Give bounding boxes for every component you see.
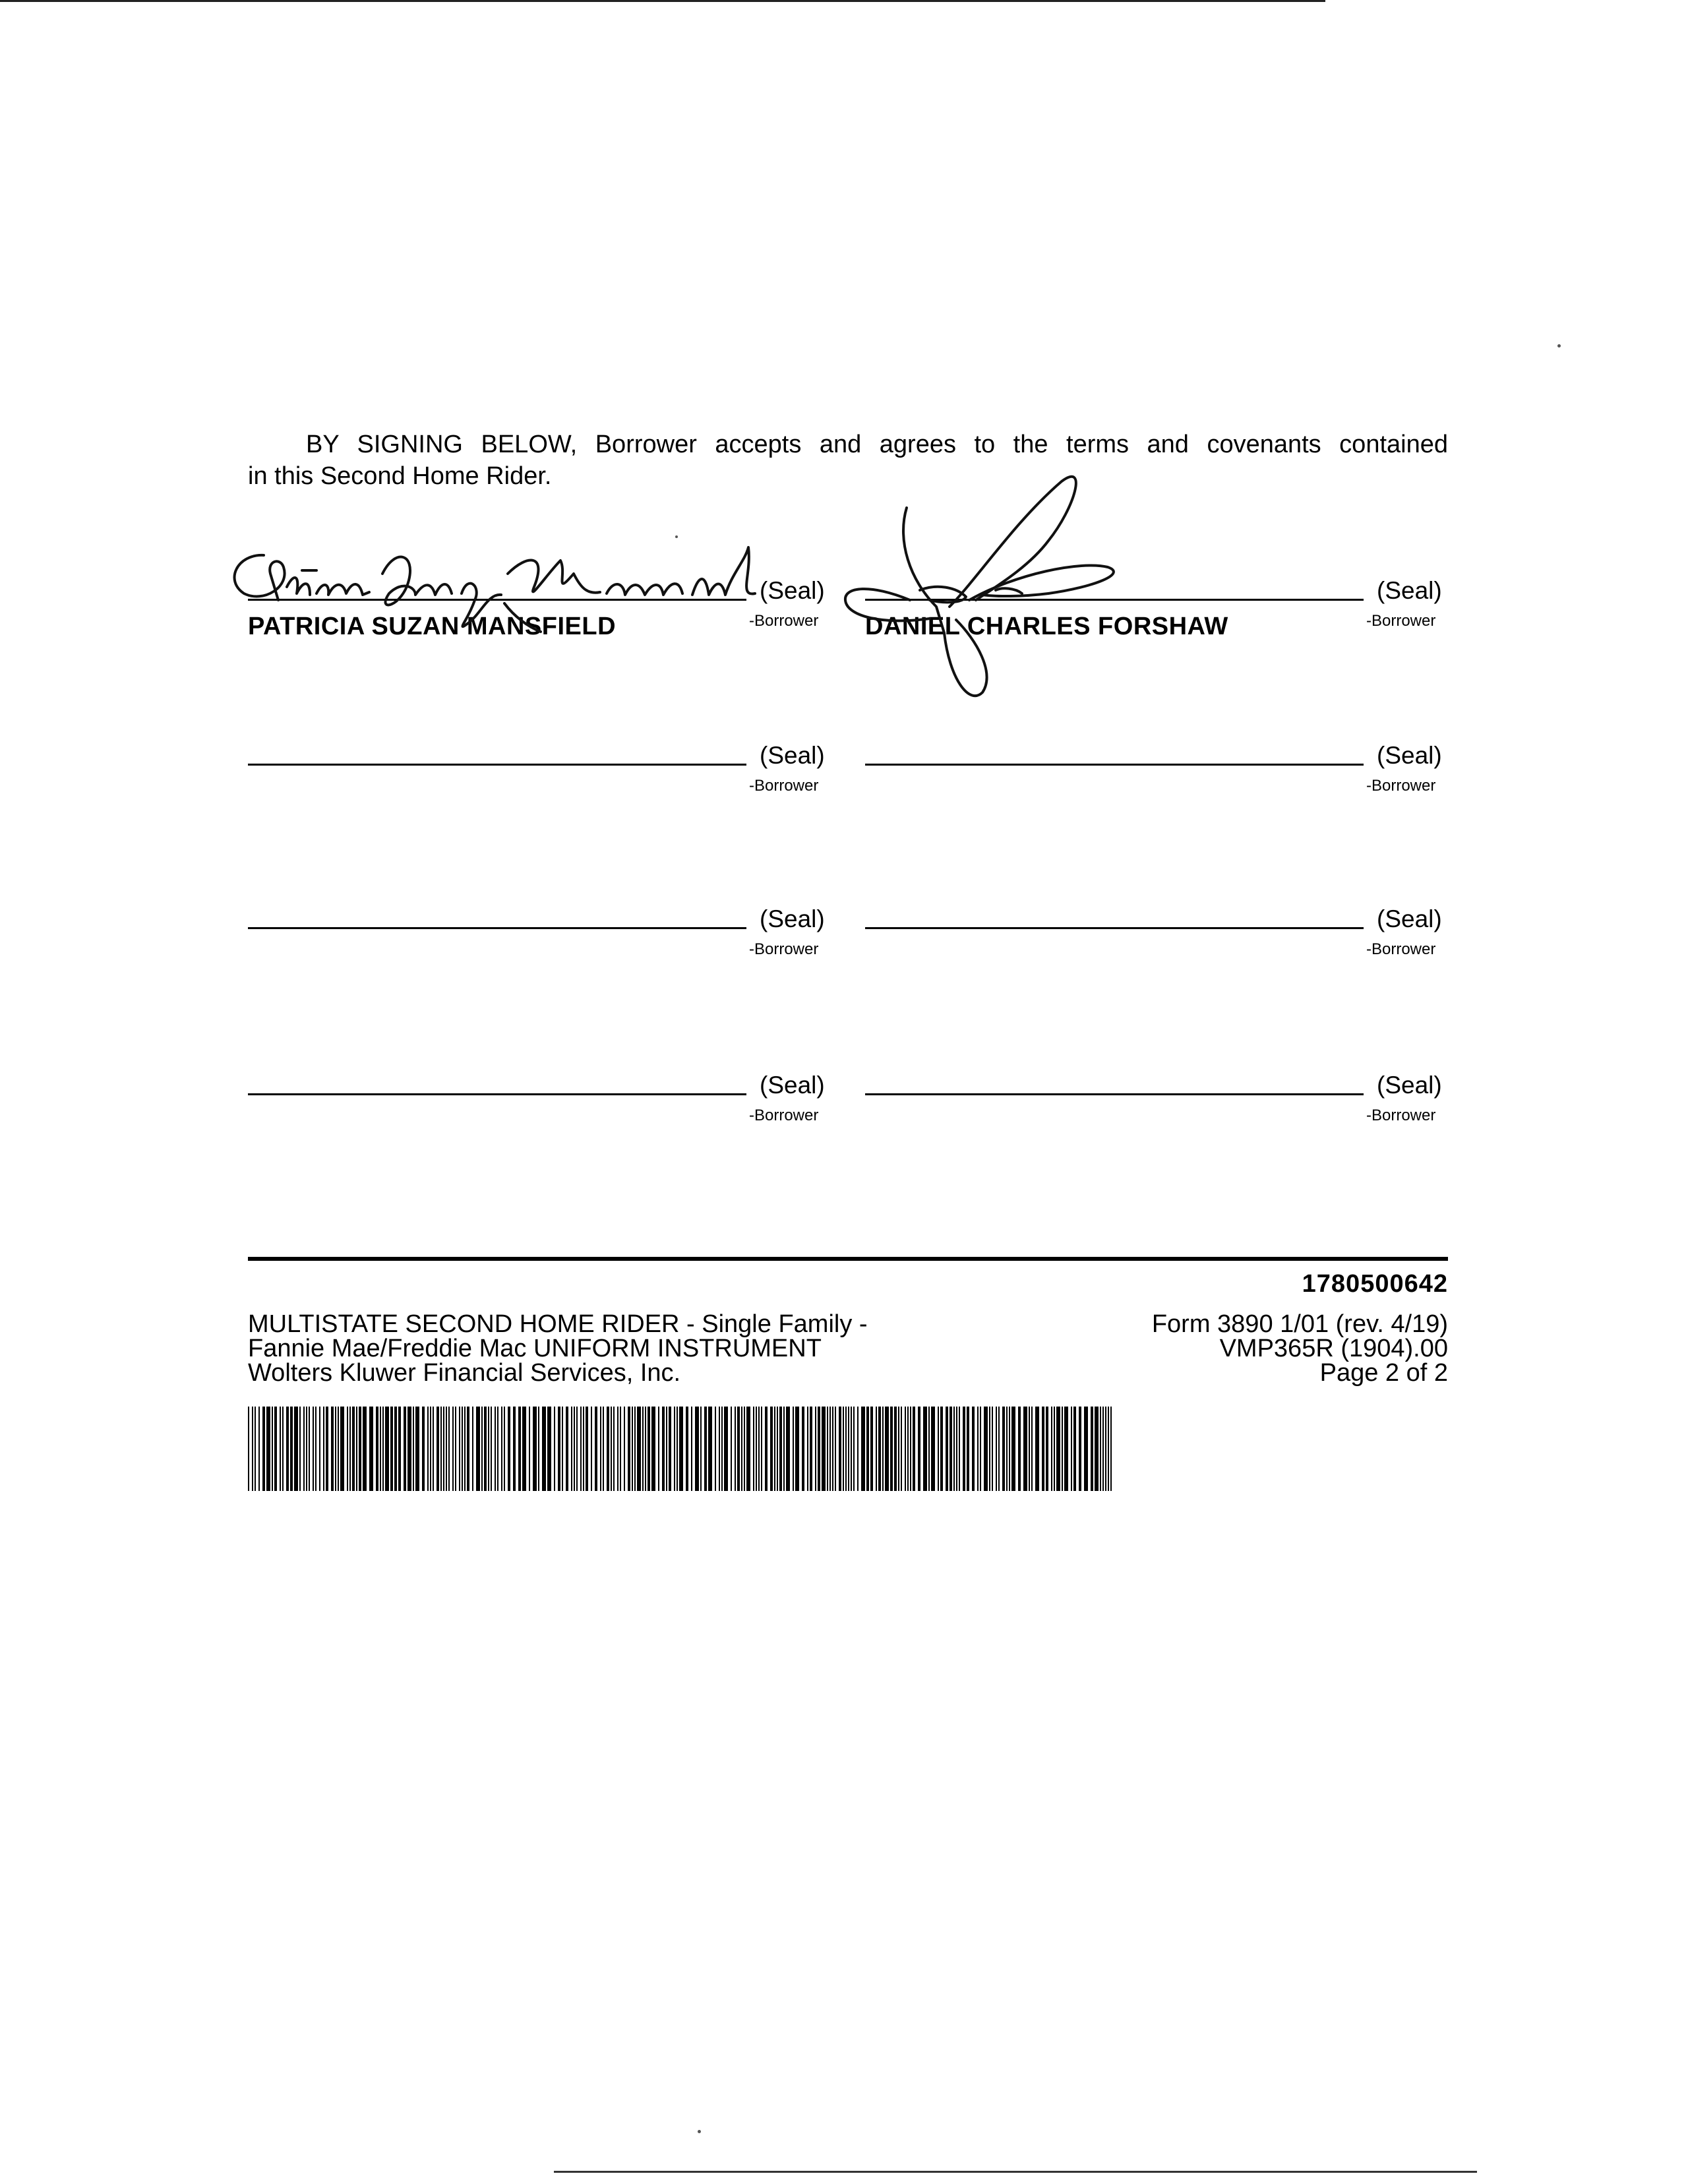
barcode-bar (756, 1407, 757, 1491)
signing-statement-line1: BY SIGNING BELOW, Borrower accepts and agrees to the terms and covenants contained (306, 431, 1448, 458)
barcode-bar (580, 1407, 582, 1491)
barcode-bar (363, 1407, 367, 1491)
barcode-bar (382, 1407, 384, 1491)
barcode-bar (538, 1407, 539, 1491)
barcode-bar (827, 1407, 828, 1491)
barcode-bar (885, 1407, 889, 1491)
barcode-bar (876, 1407, 877, 1491)
seal-label: (Seal) (760, 742, 825, 769)
barcode-bar (422, 1407, 425, 1491)
barcode-bar (248, 1407, 249, 1491)
borrower-label: -Borrower (749, 1107, 819, 1124)
barcode-bar (335, 1407, 336, 1491)
barcode-bar (398, 1407, 401, 1491)
barcode-bar (1073, 1407, 1076, 1491)
barcode-bar (940, 1407, 943, 1491)
barcode-bar (984, 1407, 988, 1491)
barcode-bar (1002, 1407, 1005, 1491)
seal-label: (Seal) (1377, 577, 1442, 604)
barcode-bar (258, 1407, 260, 1491)
barcode-bar (977, 1407, 979, 1491)
form-id-block (1152, 1312, 1448, 1385)
barcode-bar (562, 1407, 563, 1491)
barcode-bar (910, 1407, 911, 1491)
barcode-bar (928, 1407, 930, 1491)
barcode-bar (547, 1407, 551, 1491)
barcode-bar (340, 1407, 344, 1491)
barcode-bar (430, 1407, 431, 1491)
barcode-bar (746, 1407, 750, 1491)
barcode-bar (576, 1407, 578, 1491)
barcode-bar (637, 1407, 641, 1491)
barcode-bar (648, 1407, 650, 1491)
barcode-bar (882, 1407, 884, 1491)
barcode-bar (992, 1407, 993, 1491)
barcode-bar (600, 1407, 601, 1491)
barcode-bar (472, 1407, 473, 1491)
signature-line[interactable] (248, 927, 746, 929)
barcode-bar (352, 1407, 355, 1491)
barcode-bar (385, 1407, 389, 1491)
barcode-bar (591, 1407, 592, 1491)
barcode-bar (413, 1407, 414, 1491)
barcode-bar (356, 1407, 357, 1491)
barcode-bar (437, 1407, 439, 1491)
seal-label: (Seal) (760, 905, 825, 932)
barcode-bar (1108, 1407, 1109, 1491)
barcode-bar (603, 1407, 604, 1491)
barcode-bar (1018, 1407, 1021, 1491)
barcode-bar (448, 1407, 450, 1491)
barcode-bar (613, 1407, 615, 1491)
barcode-bar (923, 1407, 927, 1491)
signing-statement-line2: in this Second Home Rider. (248, 462, 552, 490)
barcode-bar (390, 1407, 393, 1491)
barcode-bar (938, 1407, 939, 1491)
barcode-bar (495, 1407, 496, 1491)
barcode-bar (464, 1407, 466, 1491)
barcode-bar (349, 1407, 351, 1491)
barcode-bar (894, 1407, 897, 1491)
barcode-bar (737, 1407, 740, 1491)
barcode-bar (620, 1407, 621, 1491)
barcode-bar (459, 1407, 460, 1491)
barcode-bar (835, 1407, 836, 1491)
barcode-bar (522, 1407, 526, 1491)
barcode-bar (679, 1407, 683, 1491)
barcode-bar (481, 1407, 483, 1491)
barcode-bar (303, 1407, 305, 1491)
barcode-bar (542, 1407, 546, 1491)
barcode-bar (1062, 1407, 1063, 1491)
barcode-bar (913, 1407, 915, 1491)
signature-line[interactable] (248, 1093, 746, 1095)
barcode-bar (443, 1407, 444, 1491)
vmp-code: VMP365R (1904).00 (1219, 1335, 1448, 1362)
barcode-bar (731, 1407, 732, 1491)
barcode-bar (446, 1407, 447, 1491)
signature-line[interactable] (248, 764, 746, 766)
barcode-bar (843, 1407, 844, 1491)
scan-speck (698, 2130, 701, 2133)
barcode-bar (323, 1407, 324, 1491)
barcode-bar (744, 1407, 745, 1491)
barcode-bar (501, 1407, 502, 1491)
form-number: Form 3890 1/01 (rev. 4/19) (1151, 1310, 1448, 1338)
barcode-bar (662, 1407, 665, 1491)
barcode-bar (484, 1407, 487, 1491)
borrower-label: -Borrower (1366, 777, 1436, 795)
barcode-bar (632, 1407, 633, 1491)
barcode-bar (704, 1407, 707, 1491)
scan-speck (1557, 344, 1561, 348)
barcode-bar (890, 1407, 893, 1491)
barcode-bar (851, 1407, 852, 1491)
barcode-bar (845, 1407, 847, 1491)
barcode-bar (815, 1407, 816, 1491)
barcode-bar (998, 1407, 1000, 1491)
barcode-bar (779, 1407, 782, 1491)
barcode-bar (989, 1407, 990, 1491)
barcode-bar (554, 1407, 555, 1491)
barcode-bar (724, 1407, 728, 1491)
barcode-bar (1035, 1407, 1039, 1491)
barcode-bar (770, 1407, 773, 1491)
barcode-bar (1064, 1407, 1068, 1491)
barcode-bar (674, 1407, 675, 1491)
barcode-bar (783, 1407, 785, 1491)
barcode-bar (467, 1407, 469, 1491)
form-title-block (248, 1312, 868, 1385)
barcode-bar (558, 1407, 560, 1491)
barcode-bar (666, 1407, 667, 1491)
barcode-bar (741, 1407, 742, 1491)
barcode-bar (407, 1407, 411, 1491)
barcode-bar (1071, 1407, 1072, 1491)
seal-label: (Seal) (760, 1072, 825, 1099)
barcode-bar (1100, 1407, 1101, 1491)
barcode-bar (829, 1407, 831, 1491)
barcode-bar (513, 1407, 516, 1491)
loan-number: 1780500642 (1302, 1270, 1448, 1298)
borrower-label: -Borrower (749, 777, 819, 795)
barcode-bar (777, 1407, 778, 1491)
barcode-bar (1042, 1407, 1044, 1491)
barcode-bar (861, 1407, 865, 1491)
barcode-bar (956, 1407, 957, 1491)
barcode-bar (1011, 1407, 1015, 1491)
barcode-bar (719, 1407, 720, 1491)
borrower-label: -Borrower (749, 612, 819, 630)
barcode-bar (583, 1407, 584, 1491)
barcode-bar (294, 1407, 298, 1491)
borrower-name-2: DANIEL CHARLES FORSHAW (865, 613, 1228, 640)
barcode-bar (1051, 1407, 1052, 1491)
barcode-bar (761, 1407, 762, 1491)
signature-line[interactable] (865, 1093, 1364, 1095)
barcode-bar (853, 1407, 855, 1491)
barcode-bar (946, 1407, 948, 1491)
handwritten-signature-2 (831, 455, 1147, 706)
seal-label: (Seal) (760, 577, 825, 604)
top-edge-rule (0, 0, 1325, 2)
barcode-bar (634, 1407, 636, 1491)
barcode-bar (415, 1407, 419, 1491)
barcode-bar (695, 1407, 699, 1491)
barcode-bar (326, 1407, 328, 1491)
barcode-bar (1009, 1407, 1010, 1491)
barcode-bar (691, 1407, 692, 1491)
barcode-bar (376, 1407, 378, 1491)
barcode-bar (857, 1407, 859, 1491)
barcode-bar (1110, 1407, 1112, 1491)
form-title-line2: Fannie Mae/Freddie Mac UNIFORM INSTRUMENT (248, 1335, 822, 1362)
barcode-bar (359, 1407, 361, 1491)
seal-label: (Seal) (1377, 1072, 1442, 1099)
barcode-bar (686, 1407, 688, 1491)
barcode-bar (905, 1407, 906, 1491)
barcode-bar (455, 1407, 456, 1491)
barcode-bar (953, 1407, 955, 1491)
barcode-bar (774, 1407, 775, 1491)
borrower-label: -Borrower (749, 940, 819, 958)
barcode-bar (574, 1407, 575, 1491)
barcode-bar (1054, 1407, 1055, 1491)
barcode-bar (252, 1407, 253, 1491)
barcode-bar (394, 1407, 397, 1491)
barcode-bar (347, 1407, 348, 1491)
barcode-bar (959, 1407, 960, 1491)
barcode-bar (452, 1407, 454, 1491)
barcode-bar (533, 1407, 537, 1491)
barcode-bar (810, 1407, 812, 1491)
barcode-bar (299, 1407, 301, 1491)
barcode-bar (1105, 1407, 1106, 1491)
barcode-bar (708, 1407, 712, 1491)
barcode-bar (1029, 1407, 1030, 1491)
scan-speck (675, 535, 678, 538)
barcode-bar (488, 1407, 489, 1491)
barcode-bar (611, 1407, 612, 1491)
barcode-bar (642, 1407, 644, 1491)
barcode-bar (807, 1407, 808, 1491)
barcode-bar (735, 1407, 736, 1491)
barcode-bar (433, 1407, 434, 1491)
barcode-bar (700, 1407, 702, 1491)
barcode-bar (508, 1407, 510, 1491)
seal-label: (Seal) (1377, 742, 1442, 769)
barcode-bar (802, 1407, 804, 1491)
borrower-label: -Borrower (1366, 1107, 1436, 1124)
barcode-bar (628, 1407, 630, 1491)
barcode-bar (658, 1407, 659, 1491)
barcode-bar (404, 1407, 406, 1491)
barcode-bar (839, 1407, 841, 1491)
seal-label: (Seal) (1377, 905, 1442, 932)
barcode-bar (832, 1407, 833, 1491)
barcode-bar (967, 1407, 969, 1491)
barcode-bar (795, 1407, 799, 1491)
barcode-bar (497, 1407, 498, 1491)
barcode-bar (255, 1407, 256, 1491)
barcode-bar (272, 1407, 273, 1491)
footer-rule (248, 1257, 1448, 1261)
barcode-bar (280, 1407, 281, 1491)
barcode-bar (848, 1407, 849, 1491)
barcode-bar (1102, 1407, 1104, 1491)
barcode-bar (963, 1407, 965, 1491)
barcode-bar (266, 1407, 270, 1491)
barcode-bar (282, 1407, 284, 1491)
barcode-bar (1079, 1407, 1081, 1491)
barcode-bar (309, 1407, 310, 1491)
barcode-bar (645, 1407, 646, 1491)
barcode-bar (786, 1407, 790, 1491)
barcode-bar (491, 1407, 492, 1491)
barcode-bar (1095, 1407, 1099, 1491)
barcode-bar (462, 1407, 463, 1491)
barcode-bar (898, 1407, 899, 1491)
barcode-bar (669, 1407, 671, 1491)
barcode-bar (822, 1407, 826, 1491)
borrower-name-1: PATRICIA SUZAN MANSFIELD (248, 613, 617, 640)
barcode-bar (996, 1407, 997, 1491)
barcode-bar (818, 1407, 820, 1491)
barcode-bar (950, 1407, 952, 1491)
barcode-bar (715, 1407, 716, 1491)
barcode-bar (338, 1407, 339, 1491)
form-title-line1: MULTISTATE SECOND HOME RIDER - Single Family - (248, 1310, 868, 1338)
publisher-name: Wolters Kluwer Financial Services, Inc. (248, 1359, 681, 1387)
barcode-bar (369, 1407, 373, 1491)
barcode-bar (870, 1407, 873, 1491)
barcode-bar (907, 1407, 909, 1491)
handwritten-signature-1 (218, 534, 765, 646)
barcode-bar (1006, 1407, 1008, 1491)
barcode-bar (721, 1407, 723, 1491)
barcode-bar (617, 1407, 618, 1491)
barcode-bar (901, 1407, 902, 1491)
barcode-bar (427, 1407, 429, 1491)
page-number: Page 2 of 2 (1319, 1359, 1448, 1387)
barcode-bar (306, 1407, 307, 1491)
barcode-bar (1091, 1407, 1093, 1491)
barcode-bar (758, 1407, 760, 1491)
barcode-bar (878, 1407, 881, 1491)
barcode-bar (319, 1407, 320, 1491)
barcode-bar (918, 1407, 920, 1491)
barcode-bar (1031, 1407, 1033, 1491)
barcode-bar (765, 1407, 768, 1491)
barcode-bar (313, 1407, 314, 1491)
barcode-bar (440, 1407, 442, 1491)
signature-line[interactable] (865, 927, 1364, 929)
barcode-bar (793, 1407, 794, 1491)
barcode-bar (504, 1407, 505, 1491)
barcode-bar (972, 1407, 975, 1491)
signature-line[interactable] (865, 764, 1364, 766)
bottom-edge-rule (554, 2171, 1477, 2173)
barcode-bar (651, 1407, 655, 1491)
barcode (248, 1407, 1116, 1491)
barcode-bar (607, 1407, 609, 1491)
barcode-bar (286, 1407, 289, 1491)
barcode-bar (274, 1407, 277, 1491)
barcode-bar (677, 1407, 678, 1491)
barcode-bar (1023, 1407, 1027, 1491)
barcode-bar (262, 1407, 265, 1491)
barcode-bar (595, 1407, 597, 1491)
barcode-bar (980, 1407, 981, 1491)
barcode-bar (331, 1407, 334, 1491)
barcode-bar (586, 1407, 588, 1491)
barcode-bar (566, 1407, 568, 1491)
barcode-bar (931, 1407, 935, 1491)
barcode-bar (624, 1407, 625, 1491)
barcode-bar (518, 1407, 521, 1491)
barcode-bar (866, 1407, 869, 1491)
barcode-bar (571, 1407, 572, 1491)
barcode-bar (476, 1407, 480, 1491)
barcode-bar (1056, 1407, 1060, 1491)
barcode-bar (1046, 1407, 1048, 1491)
barcode-bar (753, 1407, 754, 1491)
barcode-bar (380, 1407, 381, 1491)
borrower-label: -Borrower (1366, 612, 1436, 630)
barcode-bar (315, 1407, 316, 1491)
barcode-bar (290, 1407, 293, 1491)
barcode-bar (529, 1407, 530, 1491)
borrower-label: -Borrower (1366, 940, 1436, 958)
barcode-bar (1084, 1407, 1088, 1491)
